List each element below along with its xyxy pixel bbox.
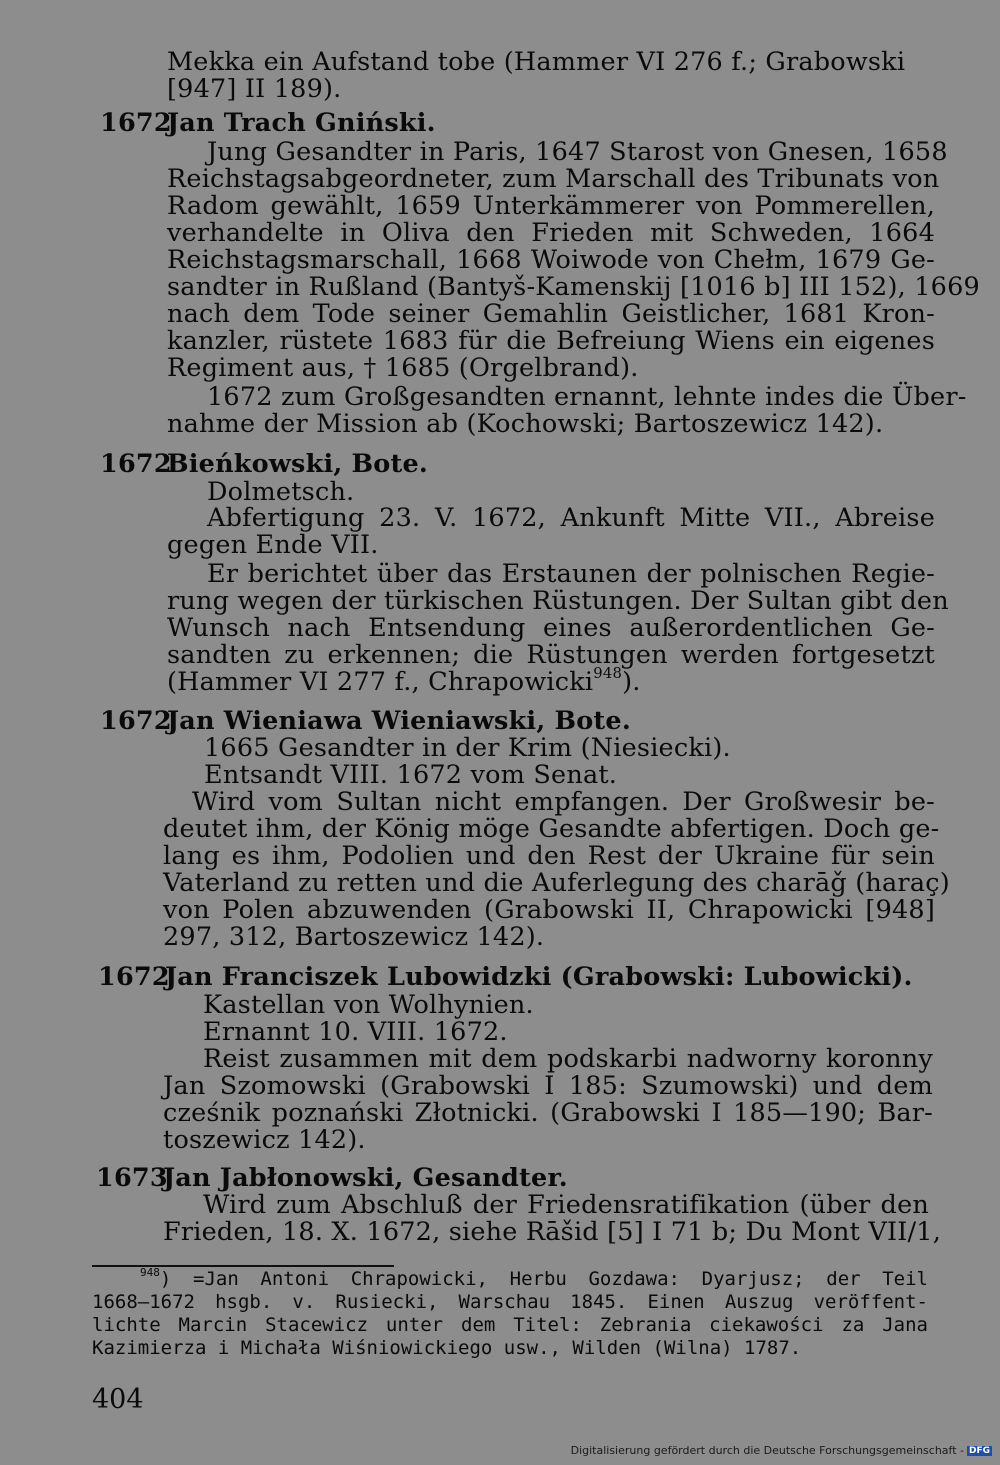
body-line: 1672 zum Großgesandten ernannt, lehnte indes die Über-	[207, 382, 967, 412]
body-line: 1665 Gesandter in der Krim (Niesiecki).	[204, 733, 731, 763]
body-line: deutet ihm, der König möge Gesandte abfertigen. Doch ge-	[163, 814, 940, 844]
footnote-line: 1668—1672 hsgb. v. Rusiecki, Warschau 1845. Einen Auszug veröffent-	[92, 1291, 928, 1313]
entry-heading	[98, 964, 913, 991]
body-line: Radom gewählt, 1659 Unterkämmerer von Pommerellen,	[167, 191, 935, 221]
entry-name: Jan Franciszek Lubowidzki (Grabowski: Lubowicki).	[165, 962, 913, 992]
digitization-credit	[571, 1444, 992, 1457]
entry-name: Bieńkowski, Bote.	[167, 449, 428, 479]
page-number: 404	[92, 1384, 144, 1415]
body-text: ).	[622, 667, 641, 697]
body-line	[167, 665, 641, 697]
entry-heading	[100, 110, 436, 137]
body-line: von Polen abzuwenden (Grabowski II, Chrapowicki [948]	[163, 895, 935, 925]
credit-text: Digitalisierung gefördert durch die Deutsche Forschungsgemeinschaft -	[570, 1444, 964, 1457]
entry-heading	[100, 451, 428, 478]
body-line: Wird vom Sultan nicht empfangen. Der Großwesir be-	[192, 787, 935, 817]
entry-year: 1672	[100, 449, 172, 479]
body-line: gegen Ende VII.	[167, 530, 379, 560]
body-line: Mekka ein Aufstand tobe (Hammer VI 276 f.; Grabowski	[167, 47, 906, 77]
footnote-line: Kazimierza i Michała Wiśniowickiego usw., Wilden (Wilna) 1787.	[92, 1337, 802, 1359]
footnote-marker: 948	[140, 1266, 160, 1280]
body-line: Reichstagsmarschall, 1668 Woiwode von Chełm, 1679 Ge-	[167, 245, 935, 275]
entry-year: 1672	[100, 108, 172, 138]
body-line: Dolmetsch.	[207, 477, 355, 507]
body-text: (Hammer VI 277 f., Chrapowicki	[167, 667, 594, 697]
body-line: Regiment aus, † 1685 (Orgelbrand).	[167, 353, 639, 383]
body-line: [947] II 189).	[167, 74, 342, 104]
footnote-line: lichte Marcin Stacewicz unter dem Titel: Zebrania ciekawości za Jana	[92, 1314, 928, 1336]
body-line: Er berichtet über das Erstaunen der polnischen Regie-	[207, 559, 935, 589]
body-line: Reichstagsabgeordneter, zum Marschall des Tribunats von	[167, 164, 940, 194]
body-line: sandten zu erkennen; die Rüstungen werden fortgesetzt	[167, 640, 935, 670]
dfg-logo: DFG	[968, 1446, 990, 1456]
body-line: nahme der Mission ab (Kochowski; Bartoszewicz 142).	[167, 409, 884, 439]
body-line: nach dem Tode seiner Gemahlin Geistlicher, 1681 Kron-	[167, 299, 935, 329]
body-line: sandter in Rußland (Bantyš-Kamenskij [1016 b] III 152), 1669	[167, 272, 980, 302]
body-line: Jung Gesandter in Paris, 1647 Starost von Gnesen, 1658	[207, 137, 948, 167]
body-line: kanzler, rüstete 1683 für die Befreiung Wiens ein eigenes	[167, 326, 935, 356]
entry-year: 1672	[98, 962, 170, 992]
body-line: 297, 312, Bartoszewicz 142).	[163, 922, 545, 952]
footnote-rule	[92, 1265, 394, 1267]
footnote-ref: 948	[593, 665, 623, 683]
body-line: Wird zum Abschluß der Friedensratifikation (über den	[203, 1190, 929, 1220]
entry-name: Jan Trach Gniński.	[167, 108, 436, 138]
body-line: Entsandt VIII. 1672 vom Senat.	[204, 760, 618, 790]
body-line: Ernannt 10. VIII. 1672.	[203, 1017, 508, 1047]
entry-heading	[100, 708, 631, 735]
body-line: verhandelte in Oliva den Frieden mit Schweden, 1664	[167, 218, 935, 248]
body-line: Frieden, 18. X. 1672, siehe Rāšid [5] I 71 b; Du Mont VII/1,	[163, 1217, 942, 1247]
footnote-line	[140, 1268, 928, 1291]
body-line: lang es ihm, Podolien und den Rest der Ukraine für sein	[163, 841, 935, 871]
entry-heading	[96, 1165, 568, 1192]
body-line: Vaterland zu retten und die Auferlegung des charāǧ (haraç)	[163, 868, 950, 898]
entry-name: Jan Wieniawa Wieniawski, Bote.	[167, 706, 631, 736]
entry-year: 1673	[96, 1163, 168, 1193]
body-line: toszewicz 142).	[163, 1125, 366, 1155]
body-line: Jan Szomowski (Grabowski I 185: Szumowski) und dem	[163, 1071, 933, 1101]
entry-name: Jan Jabłonowski, Gesandter.	[163, 1163, 568, 1193]
body-line: rung wegen der türkischen Rüstungen. Der Sultan gibt den	[167, 586, 949, 616]
body-line: Reist zusammen mit dem podskarbi nadworny koronny	[203, 1044, 933, 1074]
body-line: Kastellan von Wolhynien.	[203, 990, 534, 1020]
body-line: Wunsch nach Entsendung eines außerordentlichen Ge-	[167, 613, 935, 643]
body-line: Abfertigung 23. V. 1672, Ankunft Mitte VII., Abreise	[207, 503, 935, 533]
footnote-text: ) =Jan Antoni Chrapowicki, Herbu Gozdawa: Dyarjusz; der Teil	[159, 1268, 928, 1290]
body-line: cześnik poznański Złotnicki. (Grabowski I 185—190; Bar-	[163, 1098, 933, 1128]
entry-year: 1672	[100, 706, 172, 736]
